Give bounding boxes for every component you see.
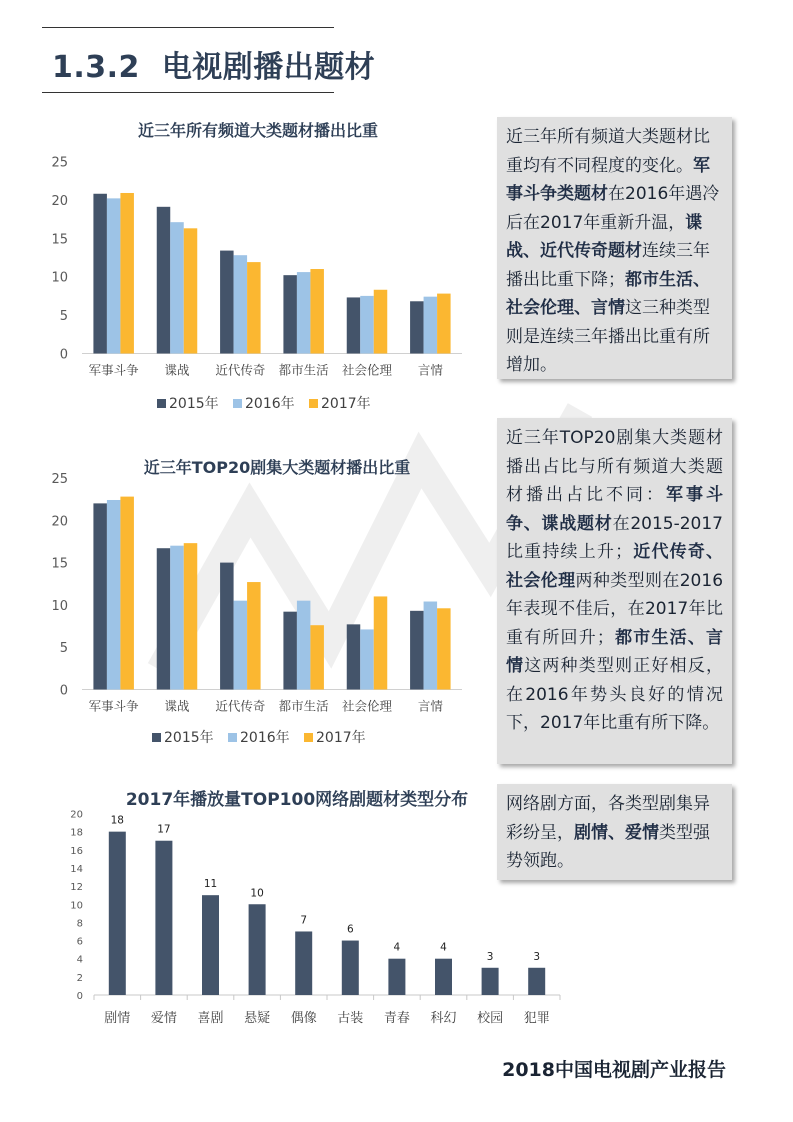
y-tick-label: 20: [51, 514, 68, 530]
category-label: 言情: [417, 698, 443, 714]
y-tick-label: 5: [59, 641, 68, 657]
note3-text-1: 网络剧方面，各类型剧集异彩纷呈，: [506, 794, 710, 843]
note2-text-4: 这两种类型则正好相反，在2016年势头良好的情况下，2017年比重有所下降。: [506, 656, 724, 733]
note-top20: [497, 418, 732, 764]
bar: [295, 931, 312, 995]
section-number: 1.3.2: [52, 50, 140, 85]
category-label: 爱情: [150, 1011, 177, 1026]
category-label: 军事斗争: [88, 362, 139, 378]
bar: [297, 272, 311, 353]
y-tick-label: 5: [59, 309, 68, 325]
bar: [310, 625, 324, 689]
bar: [184, 543, 198, 689]
bar: [388, 959, 405, 995]
y-tick-label: 18: [70, 827, 83, 839]
bar: [374, 596, 388, 689]
bar: [310, 269, 324, 353]
bar: [170, 546, 184, 690]
bar: [249, 904, 266, 995]
data-label: 17: [157, 823, 171, 836]
legend-swatch: [233, 399, 242, 408]
bar: [157, 548, 171, 689]
bar: [234, 255, 248, 353]
note2-bold-1: 军事斗争、谍战题材: [506, 485, 723, 534]
category-label: 言情: [417, 362, 443, 378]
bar: [360, 629, 374, 689]
legend-label: 2015年: [169, 396, 219, 412]
note-all-channels: [497, 117, 732, 379]
note2-text-3: 两种类型则在2016年表现不佳后，在2017年比重有所回升；: [506, 570, 724, 648]
note1-bold-1: 军事斗争类题材: [506, 155, 710, 204]
y-tick-label: 12: [70, 882, 83, 894]
y-tick-label: 15: [51, 556, 68, 572]
report-title: 2018中国电视剧产业报告: [502, 1059, 726, 1081]
data-label: 3: [486, 950, 494, 963]
category-label: 谍战: [164, 362, 190, 378]
data-label: 7: [300, 914, 308, 927]
data-label: 11: [203, 878, 218, 891]
bar: [424, 602, 438, 690]
legend-swatch: [228, 733, 237, 742]
y-tick-label: 10: [70, 900, 83, 912]
bar: [170, 222, 184, 353]
y-tick-label: 0: [76, 991, 83, 1002]
bar: [93, 503, 107, 689]
note2-text-1: 近三年TOP20剧集大类题材播出占比与所有频道大类题材播出占比不同：: [506, 428, 723, 505]
data-label: 10: [250, 887, 264, 900]
bar: [342, 941, 359, 995]
note1-text-4: 这三种类型则是连续三年播出比重有所增加。: [506, 298, 710, 375]
category-label: 都市生活: [278, 362, 329, 378]
chart-all-channels: [0, 112, 470, 417]
category-label: 喜剧: [197, 1011, 224, 1026]
category-label: 都市生活: [278, 698, 329, 714]
legend-label: 2017年: [316, 730, 366, 746]
y-tick-label: 15: [51, 232, 68, 248]
note1-text-2: 在2016年遇冷后在2017年重新升温，: [506, 184, 720, 233]
category-label: 犯罪: [523, 1011, 550, 1026]
note1-bold-2: 谍战、近代传奇题材: [506, 212, 703, 261]
y-tick-label: 8: [76, 918, 83, 930]
data-label: 3: [533, 950, 541, 963]
bar: [437, 608, 451, 689]
y-tick-label: 2: [76, 972, 83, 984]
category-label: 近代传奇: [215, 362, 266, 378]
note3-bold-1: 剧情、爱情: [574, 822, 659, 843]
data-label: 4: [440, 941, 447, 954]
data-label: 4: [393, 941, 401, 954]
chart-top20-series: [0, 448, 470, 753]
note2-bold-3: 都市生活、言情: [506, 627, 724, 676]
bottom-rule: [42, 92, 334, 93]
y-tick-label: 20: [51, 193, 68, 209]
note1-text-3: 连续三年播出比重下降；: [506, 241, 710, 290]
y-tick-label: 6: [76, 936, 83, 948]
bar: [184, 228, 198, 353]
bar: [283, 275, 297, 353]
note1-bold-3: 都市生活、社会伦理、言情: [506, 269, 710, 318]
chart-title: 2017年播放量TOP100网络剧题材类型分布: [125, 790, 469, 810]
legend-label: 2016年: [245, 396, 295, 412]
bar: [410, 301, 424, 353]
bar: [247, 262, 260, 353]
note2-text-2: 在2015-2017比重持续上升；: [506, 513, 724, 562]
legend-label: 2017年: [321, 396, 371, 412]
y-tick-label: 0: [59, 683, 68, 699]
y-tick-label: 25: [51, 472, 68, 487]
note1-text-1: 近三年所有频道大类题材比重均有不同程度的变化。: [506, 127, 710, 176]
bar: [247, 582, 260, 689]
category-label: 青春: [383, 1011, 410, 1026]
section-heading: 电视剧播出题材: [161, 50, 376, 85]
bar: [283, 612, 297, 690]
category-label: 偶像: [290, 1011, 317, 1026]
legend-swatch: [157, 399, 166, 408]
bar: [107, 500, 121, 690]
y-tick-label: 10: [51, 598, 68, 614]
y-tick-label: 16: [70, 845, 83, 857]
category-label: 剧情: [104, 1011, 131, 1026]
data-label: 6: [346, 923, 354, 936]
bar: [528, 968, 545, 995]
top-rule: [42, 27, 334, 28]
category-label: 社会伦理: [341, 362, 393, 378]
y-tick-label: 4: [76, 954, 83, 966]
category-label: 科幻: [430, 1011, 457, 1026]
bar: [374, 290, 388, 354]
y-tick-label: 10: [51, 270, 68, 286]
note3-text-2: 类型强势领跑。: [506, 822, 710, 871]
y-tick-label: 0: [59, 347, 68, 363]
bar: [424, 297, 438, 354]
bar: [482, 968, 499, 995]
bar: [202, 895, 219, 995]
bar: [93, 194, 107, 354]
section-title: [52, 42, 375, 86]
bar: [109, 832, 126, 995]
category-label: 校园: [477, 1011, 504, 1026]
category-label: 社会伦理: [341, 698, 393, 714]
legend-label: 2016年: [240, 730, 290, 746]
bar: [347, 297, 361, 353]
legend-label: 2015年: [164, 730, 214, 746]
legend-swatch: [309, 399, 318, 408]
bar: [234, 601, 248, 690]
bar: [220, 251, 234, 354]
category-label: 谍战: [164, 698, 190, 714]
note2-bold-2: 近代传奇、社会伦理: [506, 542, 724, 591]
y-tick-label: 20: [70, 809, 83, 821]
bar: [347, 624, 361, 689]
bar: [435, 959, 452, 995]
data-label: 18: [110, 814, 124, 827]
bar: [120, 497, 133, 690]
category-label: 近代传奇: [215, 698, 266, 714]
bar: [157, 207, 171, 354]
bar: [360, 296, 374, 354]
bar: [155, 841, 172, 995]
bar: [437, 294, 451, 354]
note-web-drama: [497, 784, 732, 880]
bar: [410, 611, 424, 690]
y-tick-label: 25: [51, 155, 68, 171]
legend-swatch: [152, 733, 161, 742]
category-label: 军事斗争: [88, 698, 139, 714]
chart-title: 近三年所有频道大类题材播出比重: [137, 121, 379, 140]
bar: [297, 601, 311, 690]
chart-title: 近三年TOP20剧集大类题材播出比重: [143, 458, 411, 477]
bar: [107, 198, 121, 353]
y-tick-label: 14: [70, 863, 83, 875]
bar: [220, 563, 234, 690]
bar: [120, 193, 133, 354]
legend-swatch: [304, 733, 313, 742]
category-label: 古装: [337, 1011, 364, 1026]
category-label: 悬疑: [244, 1011, 271, 1026]
